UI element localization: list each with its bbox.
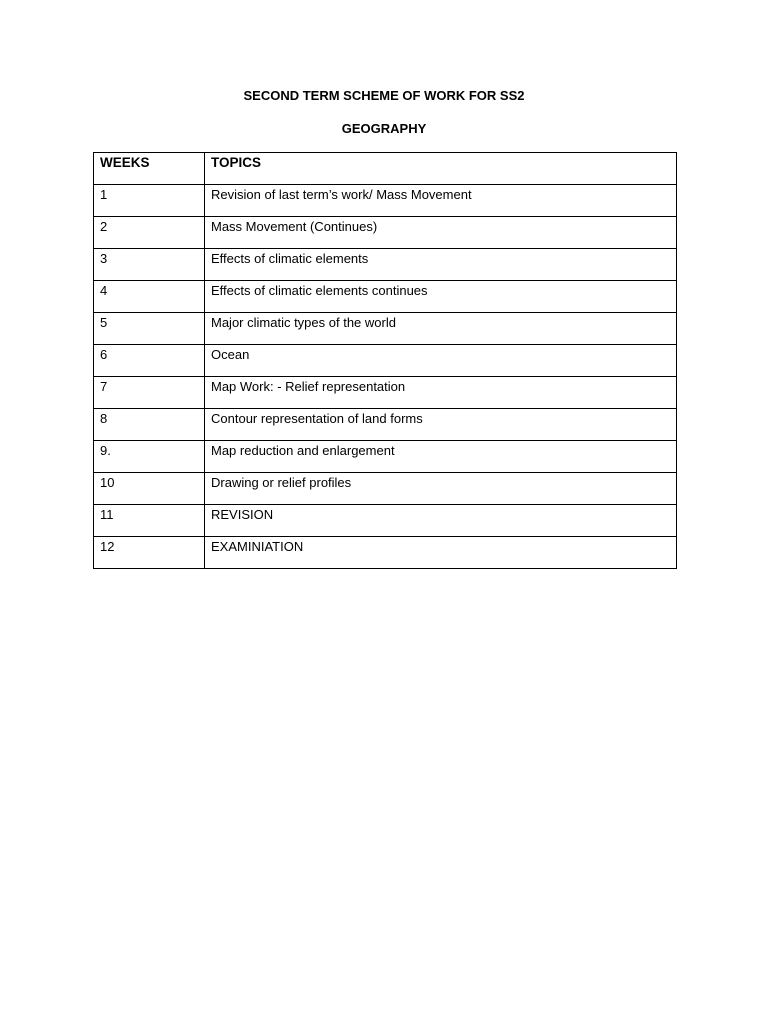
week-cell: 9. bbox=[94, 441, 205, 473]
topic-cell: Effects of climatic elements bbox=[205, 249, 677, 281]
week-cell: 8 bbox=[94, 409, 205, 441]
topic-cell: Revision of last term’s work/ Mass Movement bbox=[205, 185, 677, 217]
weeks-header: WEEKS bbox=[94, 153, 205, 185]
week-cell: 5 bbox=[94, 313, 205, 345]
topic-cell: REVISION bbox=[205, 505, 677, 537]
topic-cell: Effects of climatic elements continues bbox=[205, 281, 677, 313]
table-row bbox=[94, 249, 677, 281]
scheme-table bbox=[93, 152, 677, 569]
table-row bbox=[94, 409, 677, 441]
week-cell: 12 bbox=[94, 537, 205, 569]
topic-cell: Major climatic types of the world bbox=[205, 313, 677, 345]
topic-cell: Map Work: - Relief representation bbox=[205, 377, 677, 409]
topic-cell: Contour representation of land forms bbox=[205, 409, 677, 441]
table-row bbox=[94, 185, 677, 217]
week-cell: 2 bbox=[94, 217, 205, 249]
week-cell: 7 bbox=[94, 377, 205, 409]
week-cell: 1 bbox=[94, 185, 205, 217]
topic-cell: Drawing or relief profiles bbox=[205, 473, 677, 505]
topic-cell: EXAMINIATION bbox=[205, 537, 677, 569]
topic-cell: Map reduction and enlargement bbox=[205, 441, 677, 473]
table-row bbox=[94, 345, 677, 377]
topics-header: TOPICS bbox=[205, 153, 677, 185]
document-title: SECOND TERM SCHEME OF WORK FOR SS2 bbox=[243, 88, 525, 103]
table-row bbox=[94, 537, 677, 569]
table-row bbox=[94, 505, 677, 537]
table-row bbox=[94, 377, 677, 409]
topic-cell: Mass Movement (Continues) bbox=[205, 217, 677, 249]
table-row bbox=[94, 441, 677, 473]
table-row bbox=[94, 313, 677, 345]
table-row bbox=[94, 473, 677, 505]
week-cell: 3 bbox=[94, 249, 205, 281]
table-header-row bbox=[94, 153, 677, 185]
table-row bbox=[94, 217, 677, 249]
week-cell: 11 bbox=[94, 505, 205, 537]
subject-title: GEOGRAPHY bbox=[341, 121, 427, 136]
week-cell: 6 bbox=[94, 345, 205, 377]
topic-cell: Ocean bbox=[205, 345, 677, 377]
table-row bbox=[94, 281, 677, 313]
week-cell: 10 bbox=[94, 473, 205, 505]
week-cell: 4 bbox=[94, 281, 205, 313]
